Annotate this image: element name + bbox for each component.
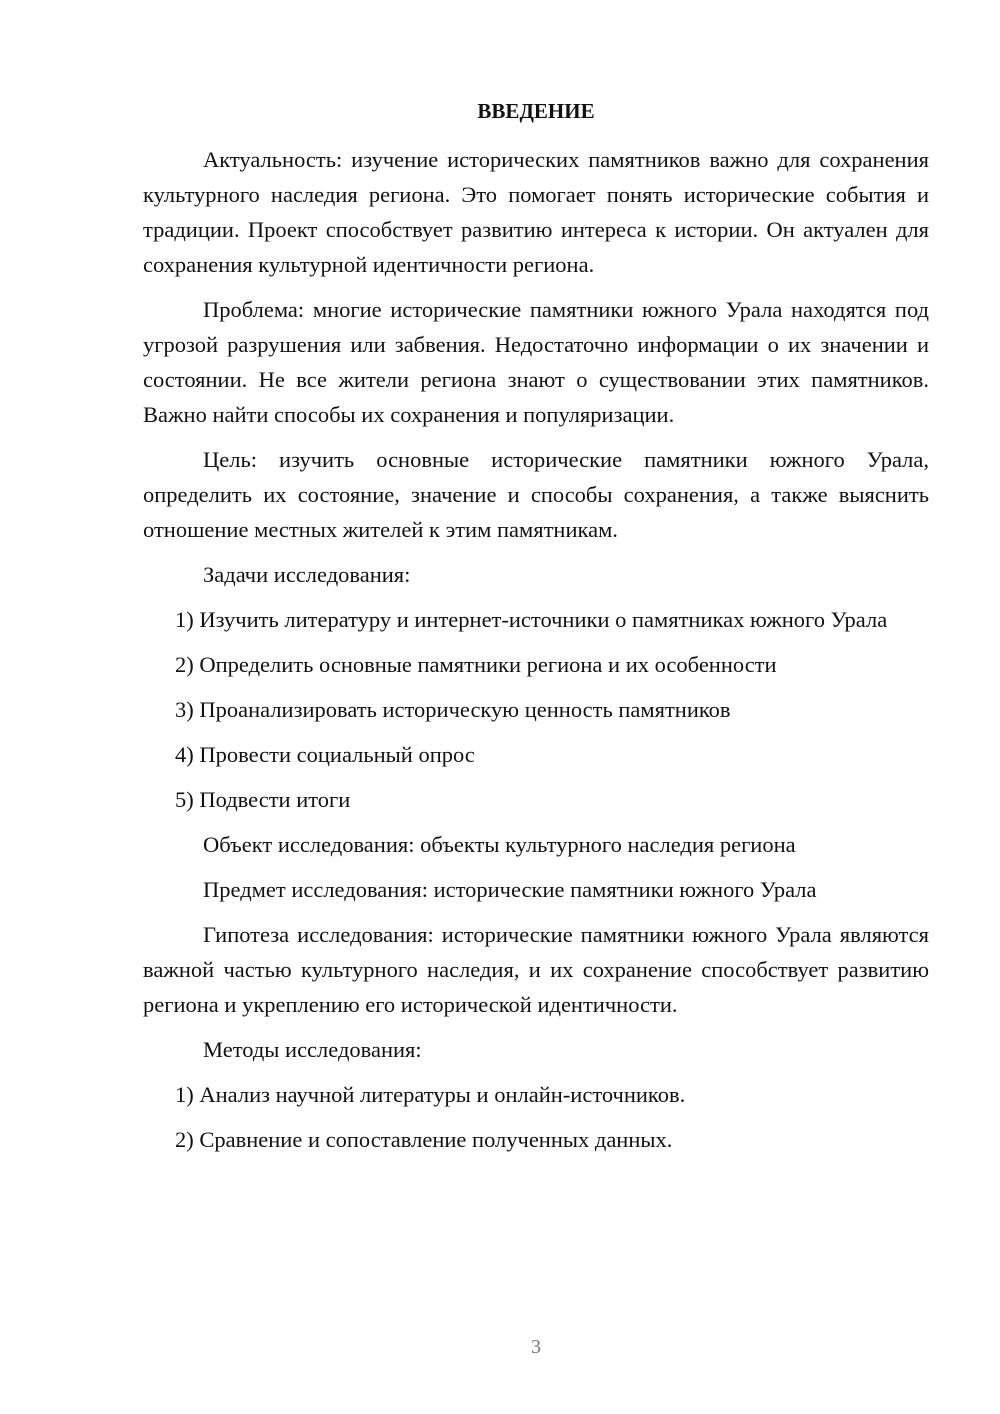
- methods-heading: Методы исследования:: [203, 1037, 422, 1062]
- task-item-2: 2) Определить основные памятники региона и их особенности: [175, 652, 777, 677]
- relevance-paragraph: Актуальность: изучение исторических памятников важно для сохранения культурного наследия региона. Это помогает понять исторические события и традиции. Проект способствует развитию интереса к истории. Он актуален для сохранения культурной идентичности региона.: [143, 147, 929, 277]
- task-item-3: 3) Проанализировать историческую ценность памятников: [175, 697, 731, 722]
- page-number: 3: [531, 1336, 541, 1358]
- object-paragraph: Объект исследования: объекты культурного наследия региона: [203, 832, 796, 857]
- method-item-1: 1) Анализ научной литературы и онлайн-источников.: [175, 1082, 686, 1107]
- method-item-2: 2) Сравнение и сопоставление полученных данных.: [175, 1127, 673, 1152]
- page-title: ВВЕДЕНИЕ: [477, 99, 595, 123]
- task-item-5: 5) Подвести итоги: [175, 787, 351, 812]
- problem-paragraph: Проблема: многие исторические памятники южного Урала находятся под угрозой разрушения или забвения. Недостаточно информации о их значении и состоянии. Не все жители региона знают о существовании этих памятников. Важно найти способы их сохранения и популяризации.: [143, 297, 929, 427]
- goal-paragraph: Цель: изучить основные исторические памятники южного Урала, определить их состояние, значение и способы сохранения, а также выяснить отношение местных жителей к этим памятникам.: [143, 447, 929, 542]
- hypothesis-paragraph: Гипотеза исследования: исторические памятники южного Урала являются важной частью культурного наследия, и их сохранение способствует развитию региона и укреплению его исторической идентичности.: [143, 922, 929, 1017]
- document-body: [143, 142, 929, 1167]
- task-item-4: 4) Провести социальный опрос: [175, 742, 475, 767]
- subject-paragraph: Предмет исследования: исторические памятники южного Урала: [203, 877, 817, 902]
- task-item-1: 1) Изучить литературу и интернет-источники о памятниках южного Урала: [175, 607, 888, 632]
- tasks-heading: Задачи исследования:: [203, 562, 411, 587]
